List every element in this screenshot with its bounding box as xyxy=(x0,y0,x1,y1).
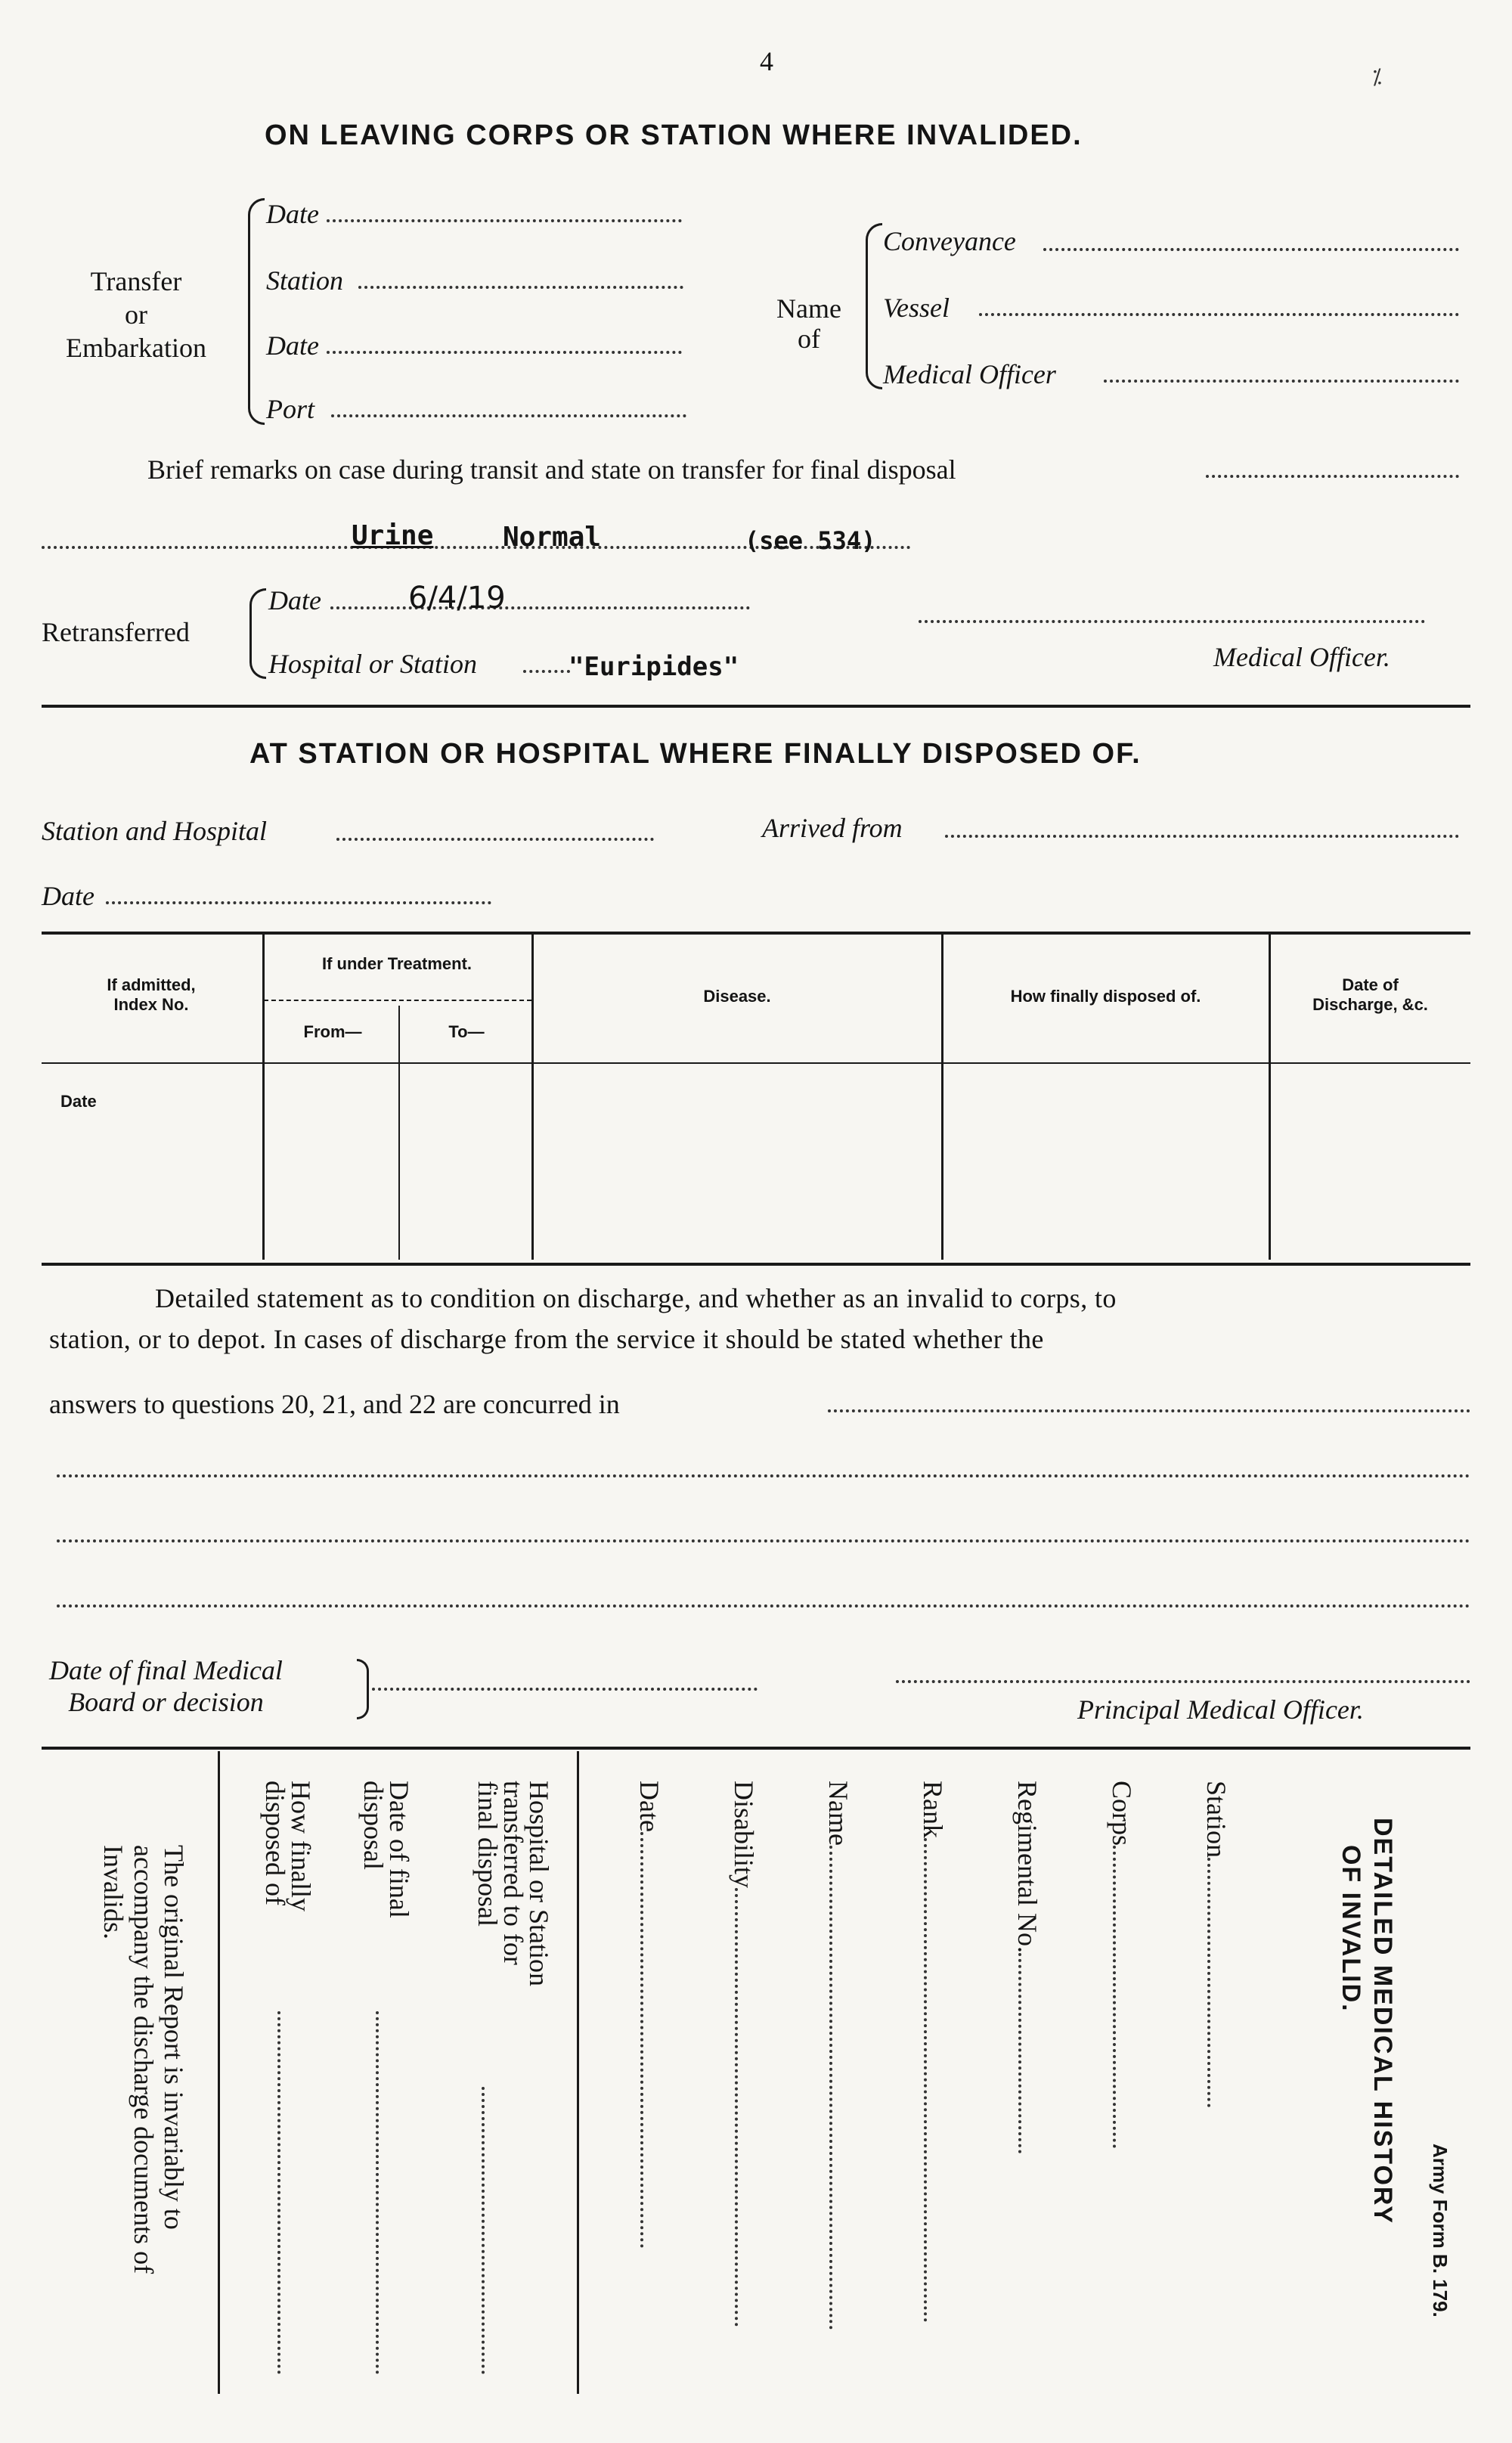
final-board-label-1: Date of final Medical xyxy=(49,1655,283,1685)
final-board-label-2: Board or decision xyxy=(68,1687,264,1717)
transfer-field-date1: Date xyxy=(266,199,319,229)
retransferred-date-line[interactable] xyxy=(330,606,750,609)
name-of-label xyxy=(767,293,850,354)
table-vline-5 xyxy=(1269,935,1271,1260)
sec3-how-disposed-label-1: How finally xyxy=(286,1781,316,1911)
final-board-label xyxy=(49,1654,283,1718)
retransferred-date-value: 6/4/19 xyxy=(408,581,506,615)
date-line[interactable] xyxy=(106,901,491,904)
sec3-field-name xyxy=(823,1781,854,2330)
retransferred-hospital-value: "Euripides" xyxy=(569,652,739,682)
transfer-field-station: Station xyxy=(266,265,344,296)
name-of-label-1: Name xyxy=(776,293,841,324)
sec3-regimental-line[interactable] xyxy=(1018,1953,1021,2153)
col-treatment: If under Treatment. xyxy=(321,954,472,973)
sec3-field-corps-label: Corps xyxy=(1107,1781,1137,1846)
statement-dots-2[interactable] xyxy=(57,1474,1470,1477)
station-hospital-line[interactable] xyxy=(336,838,654,841)
col-from: From— xyxy=(303,1022,362,1041)
retransferred-brace xyxy=(249,588,266,679)
sec3-name-line[interactable] xyxy=(829,1846,832,2330)
retransferred-label: Retransferred xyxy=(42,617,190,647)
table-bottom-line xyxy=(42,1263,1470,1266)
sec3-disability-line[interactable] xyxy=(735,1888,738,2327)
principal-officer-sign: Principal Medical Officer. xyxy=(1077,1694,1364,1725)
arrived-from-label: Arrived from xyxy=(762,813,903,843)
sec3-how-disposed-label-2: disposed of xyxy=(260,1781,290,1905)
transfer-label xyxy=(42,265,231,364)
army-form: Army Form B. 179. xyxy=(1429,2144,1452,2317)
transfer-date1-line[interactable] xyxy=(327,219,682,222)
sec3-note-3: Invalids. xyxy=(98,1845,129,1939)
statement-line-1: Detailed statement as to condition on discharge, and whether as an invalid to corps, to xyxy=(155,1283,1117,1313)
sec3-note-1: The original Report is invariably to xyxy=(159,1845,189,2230)
date-label: Date xyxy=(42,881,94,911)
col-admitted xyxy=(60,975,242,1015)
retransferred-date-label: Date xyxy=(268,585,321,615)
conveyance-line[interactable] xyxy=(1043,248,1459,251)
sec3-hospital-label xyxy=(472,1781,554,1986)
sec3-field-rank xyxy=(917,1781,949,2322)
table-vline-1 xyxy=(262,935,265,1260)
row-date-label: Date xyxy=(60,1092,97,1111)
divider-1 xyxy=(42,705,1470,708)
section2-title: AT STATION OR HOSPITAL WHERE FINALLY DISPOSED OF. xyxy=(249,738,1142,770)
transfer-port-line[interactable] xyxy=(331,414,686,417)
table-top-line xyxy=(42,932,1470,935)
sec3-field-disability xyxy=(728,1781,760,2327)
name-of-label-2: of xyxy=(798,324,820,354)
sec3-rank-line[interactable] xyxy=(924,1838,927,2322)
statement-line-3-dots[interactable] xyxy=(828,1409,1470,1412)
sec3-field-station-label: Station xyxy=(1201,1781,1232,1859)
page-number: 4 xyxy=(760,46,773,76)
sec3-hospital-label-1: Hospital or Station xyxy=(524,1781,554,1986)
sec3-how-disposed-line[interactable] xyxy=(277,2011,280,2374)
sec3-date-final-label-2: disposal xyxy=(358,1781,389,1871)
sec3-field-station xyxy=(1201,1781,1232,2107)
vessel-line[interactable] xyxy=(979,313,1459,316)
name-field-conveyance: Conveyance xyxy=(883,226,1016,256)
arrived-from-line[interactable] xyxy=(945,835,1459,838)
name-field-medical-officer: Medical Officer xyxy=(883,359,1056,389)
sec3-date-final-label-1: Date of final xyxy=(384,1781,414,1918)
sec3-date-final-label xyxy=(358,1781,414,1918)
signature-line-1[interactable] xyxy=(919,620,1425,623)
sec3-corps-line[interactable] xyxy=(1113,1846,1116,2148)
statement-line-2: station, or to depot. In cases of discharge from the service it should be stated whether the xyxy=(49,1324,1044,1354)
table-vline-3 xyxy=(531,935,534,1260)
sec3-how-disposed-line-wrap xyxy=(271,2011,302,2374)
station-hospital-label: Station and Hospital xyxy=(42,816,268,846)
col-to: To— xyxy=(448,1022,485,1041)
sec3-hospital-label-2: transferred to for xyxy=(498,1781,528,1965)
medical-officer-sign: Medical Officer. xyxy=(1213,642,1390,672)
sec3-field-rank-label: Rank xyxy=(918,1781,948,1838)
retransferred-hospital-label: Hospital or Station xyxy=(268,649,478,679)
transfer-label-1: Transfer xyxy=(90,266,182,296)
sec3-field-regimental xyxy=(1012,1781,1043,2153)
sec3-station-line[interactable] xyxy=(1207,1858,1210,2107)
transfer-field-port: Port xyxy=(266,394,315,424)
name-field-vessel: Vessel xyxy=(883,293,950,323)
sec3-date-final-line[interactable] xyxy=(376,2011,379,2374)
sec3-date-final-line-wrap xyxy=(369,2011,401,2374)
transfer-brace xyxy=(248,198,265,425)
sec3-hospital-line-wrap xyxy=(475,2087,507,2374)
sec3-hospital-label-3: final disposal xyxy=(472,1781,503,1927)
final-board-line[interactable] xyxy=(372,1688,758,1691)
col-discharge-2: Discharge, &c. xyxy=(1312,995,1428,1014)
section3-title-2: OF INVALID. xyxy=(1337,1845,1365,2013)
section3-title-1: DETAILED MEDICAL HISTORY xyxy=(1368,1818,1397,2224)
transfer-station-line[interactable] xyxy=(358,286,683,289)
final-board-brace xyxy=(357,1659,369,1719)
sec3-field-disability-label: Disability xyxy=(729,1781,759,1888)
sec3-field-name-label: Name xyxy=(823,1781,854,1846)
table-vline-4 xyxy=(941,935,943,1260)
col-admitted-2: Index No. xyxy=(113,995,189,1014)
sec3-vline-2 xyxy=(577,1751,579,2394)
sec3-note xyxy=(98,1845,189,2274)
sec3-date-line[interactable] xyxy=(640,1832,643,2248)
remarks-see-534: (see 534) xyxy=(745,526,876,555)
transfer-label-2: or xyxy=(125,299,147,330)
transfer-date2-line[interactable] xyxy=(327,351,682,354)
sec3-hospital-line[interactable] xyxy=(482,2087,485,2374)
brief-remarks-label: Brief remarks on case during transit and state on transfer for final disposal xyxy=(147,454,956,485)
remarks-normal: Normal xyxy=(503,522,602,553)
divider-2 xyxy=(42,1747,1470,1750)
statement-dots-3[interactable] xyxy=(57,1539,1470,1542)
sec3-vline-1 xyxy=(218,1751,220,2394)
brief-remarks-line[interactable] xyxy=(1206,475,1459,478)
retransferred-hospital-line[interactable] xyxy=(523,670,570,673)
sec3-note-2: accompany the discharge documents of xyxy=(129,1845,159,2274)
medical-officer-line[interactable] xyxy=(1104,380,1459,383)
transfer-label-3: Embarkation xyxy=(66,333,206,363)
signature-line-2[interactable] xyxy=(896,1680,1470,1683)
name-of-brace xyxy=(866,223,882,389)
table-vline-2 xyxy=(398,1006,400,1260)
sec3-field-corps xyxy=(1106,1781,1138,2148)
table-header-bottom xyxy=(42,1062,1470,1064)
sec3-field-date xyxy=(634,1781,665,2248)
statement-dots-4[interactable] xyxy=(57,1604,1470,1607)
corner-mark: ⁒ xyxy=(1372,66,1382,89)
col-admitted-1: If admitted, xyxy=(107,975,196,994)
sec3-how-disposed-label xyxy=(262,1781,314,1911)
transfer-field-date2: Date xyxy=(266,330,319,361)
sec3-field-date-label: Date xyxy=(634,1781,665,1832)
col-disposed: How finally disposed of. xyxy=(1010,987,1201,1006)
section1-title: ON LEAVING CORPS OR STATION WHERE INVALIDED. xyxy=(265,119,1083,151)
table-treatment-divider xyxy=(264,1000,531,1001)
col-discharge-1: Date of xyxy=(1342,975,1399,994)
col-disease: Disease. xyxy=(703,987,771,1006)
sec3-field-regimental-label: Regimental No. xyxy=(1012,1781,1043,1953)
col-discharge xyxy=(1274,975,1467,1015)
remarks-urine: Urine xyxy=(352,520,434,551)
statement-line-3: answers to questions 20, 21, and 22 are concurred in xyxy=(49,1389,620,1419)
